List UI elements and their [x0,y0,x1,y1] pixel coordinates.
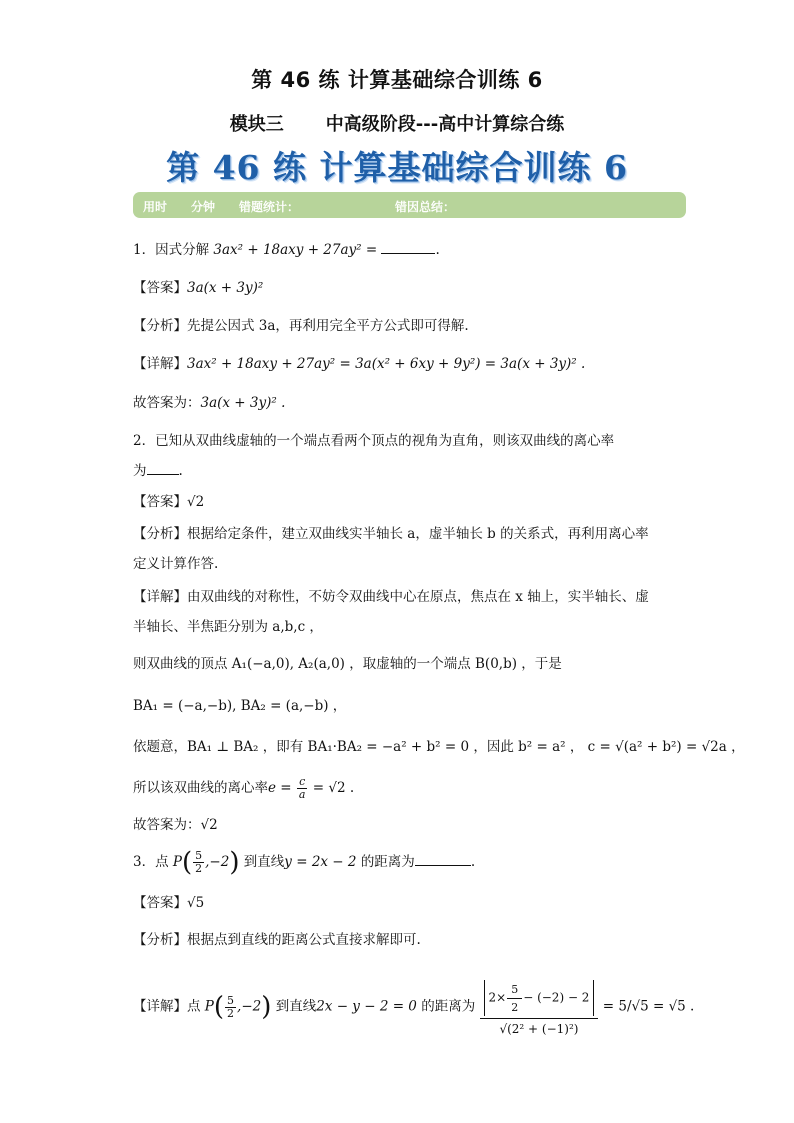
q3-analysis: 【分析】根据点到直线的距离公式直接求解即可. [133,932,421,948]
q3-answer-value: √5 [187,895,205,911]
q2-detail-line4: BA₁ = (−a,−b), BA₂ = (a,−b) ， [133,698,347,714]
q2-eccentricity-fraction: $\frac{c}{a}$ [298,775,306,801]
q1-answer: 【答案】3a(x + 3y)² [133,280,264,296]
stage-label: 中高级阶段---高中计算综合练 [325,114,565,135]
q3-prompt: 3．点 P( $\frac{5}{2}$ ,−2) 到直线y = 2x − 2 的距离为 . [133,847,476,878]
q2-analysis-line1: 【分析】根据给定条件，建立双曲线实半轴长 a，虚半轴长 b 的关系式，再利用离心率 [133,526,649,542]
q1-final: 故答案为：3a(x + 3y)² . [133,395,286,411]
q2-prompt-line2: 为 . [133,463,183,479]
q2-detail-line3: 则双曲线的顶点 A₁(−a,0), A₂(a,0) ，取虚轴的一个端点 B(0,b) ，于是 [133,656,562,672]
q2-detail-line6: 所以该双曲线的离心率e = $\frac{c}{a}$ = √2 . [133,775,355,801]
q2-prompt-line1: 2．已知从双曲线虚轴的一个端点看两个顶点的视角为直角，则该双曲线的离心率 [133,433,615,449]
q3-answer: 【答案】√5 [133,895,205,911]
q1-expression: 3ax² + 18axy + 27ay² = [213,242,378,258]
q3-detail: 【详解】点 P( $\frac{5}{2}$ ,−2) 到直线2x − y − 2 = 0 的距离为 2× $\frac{5}{2}$ − (−2) − 2 √(2² + (−1)²) = 5/√5 = √5 . [133,978,694,1036]
module-label: 模块三 [229,114,284,135]
q2-answer: 【答案】√2 [133,494,205,510]
error-summary-label: 错因总结： [395,200,456,214]
title-banner: 第 46 练 计算基础综合训练 6 [166,148,628,187]
q1-prompt: 1．因式分解 3ax² + 18axy + 27ay² = . [133,242,440,258]
q1-analysis: 【分析】先提公因式 3a，再利用完全平方公式即可得解. [133,318,469,334]
minute-label: 分钟 [191,200,216,214]
q2-analysis-line2: 定义计算作答. [133,556,219,572]
time-label: 用时 [143,200,168,214]
q3-distance-fraction: 2× $\frac{5}{2}$ − (−2) − 2 √(2² + (−1)²) [480,978,599,1036]
page-subtitle [0,110,794,136]
q2-detail-line2: 半轴长、半焦距分别为 a,b,c ， [133,619,323,635]
q1-blank [381,241,435,254]
q2-blank [147,462,179,475]
q2-answer-value: √2 [187,494,205,510]
q3-line-equation: y = 2x − 2 [284,854,357,870]
error-stats-label: 错题统计： [239,200,300,214]
q2-detail-line1: 【详解】由双曲线的对称性，不妨令双曲线中心在原点，焦点在 x 轴上，实半轴长、虚 [133,589,649,605]
q1-detail: 【详解】3ax² + 18axy + 27ay² = 3a(x² + 6xy + 9y²) = 3a(x + 3y)² . [133,356,586,372]
q1-answer-value: 3a(x + 3y)² [187,280,264,296]
page-title: 第 46 练 计算基础综合训练 6 [251,68,543,92]
info-bar [133,192,686,218]
q3-blank [415,853,471,866]
q2-detail-line5: 依题意，BA₁ ⊥ BA₂ ，即有 BA₁·BA₂ = −a² + b² = 0 ，因此 b² = a² ， c = √(a² + b²) = √2a ， [133,739,745,755]
q2-final: 故答案为：√2 [133,817,218,833]
